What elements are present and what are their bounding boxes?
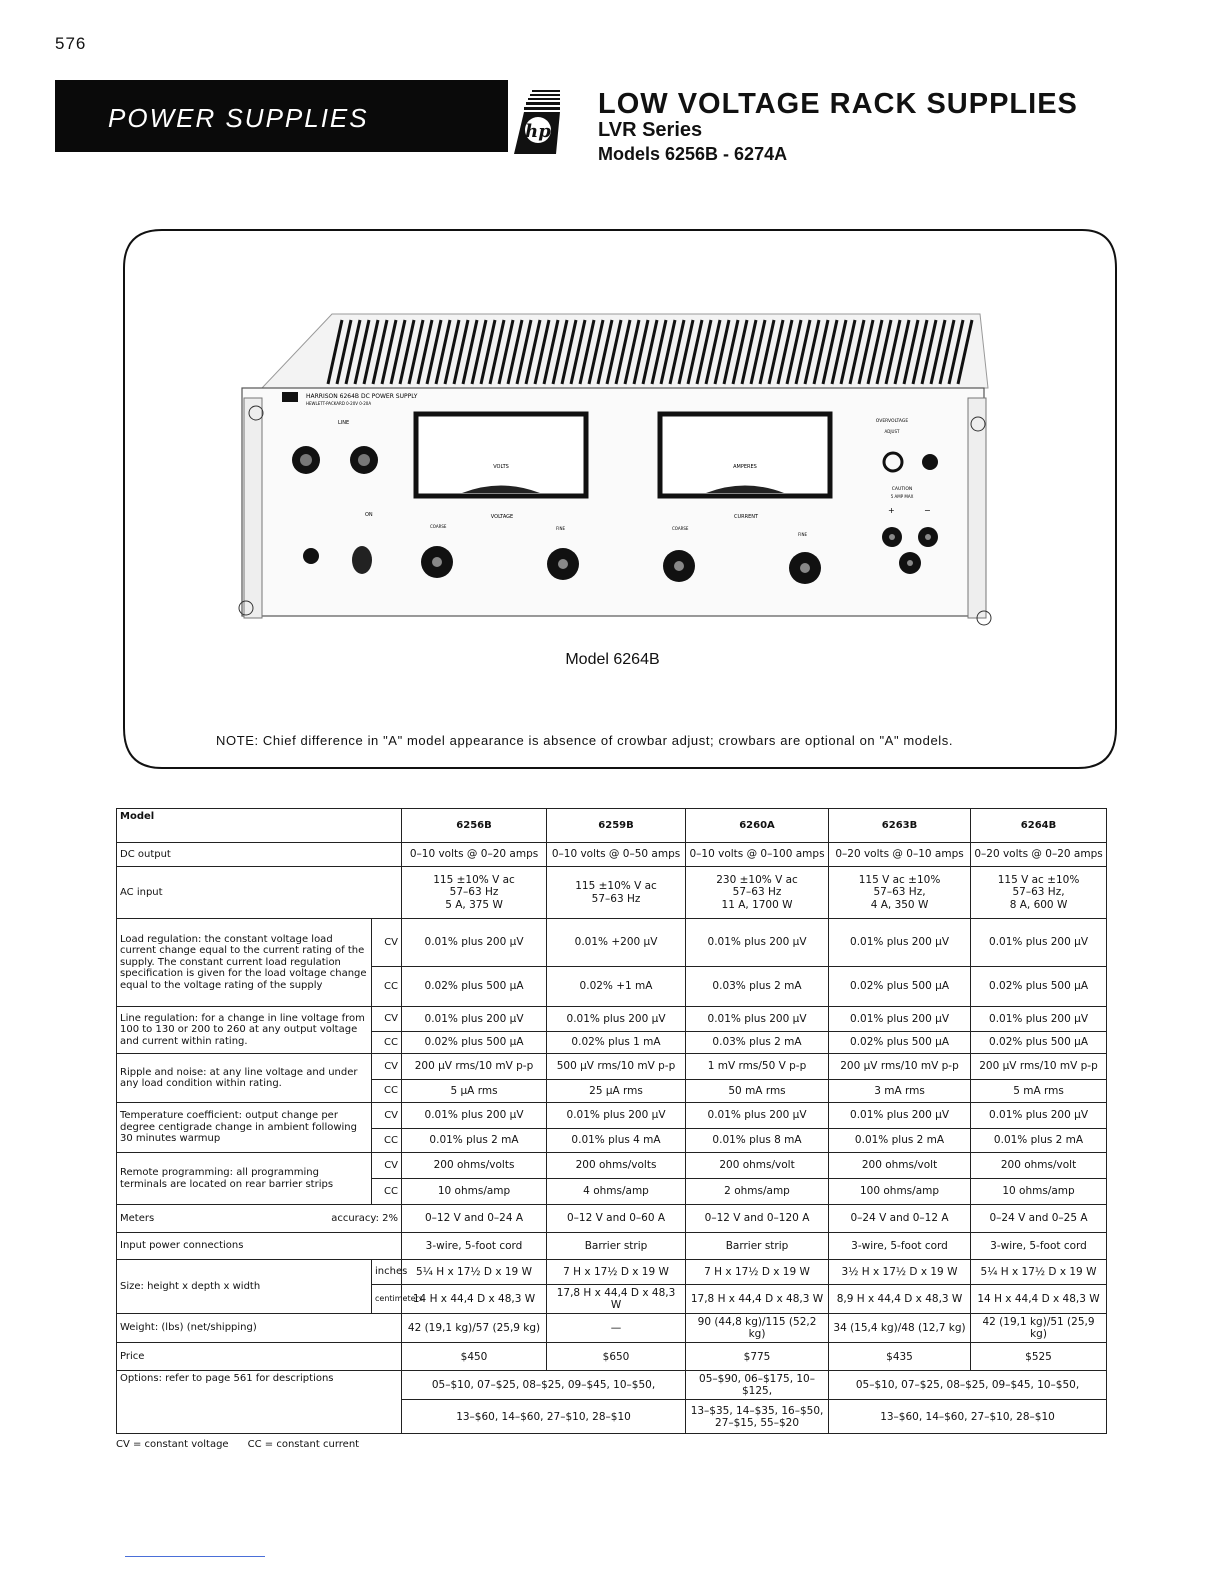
svg-text:CAUTION: CAUTION [891,487,913,492]
pilot-lamp-icon [303,548,319,564]
model-cell: 6263B [829,809,971,843]
svg-text:FINE: FINE [556,526,565,531]
table-row: Price $450 $650 $775 $435 $525 [117,1343,1107,1371]
output-terminal-icon [918,527,938,547]
footnote: CV = constant voltage CC = constant current [116,1439,360,1450]
voltmeter [416,414,586,496]
svg-text:OVERVOLTAGE: OVERVOLTAGE [875,419,909,424]
current-coarse-knob-icon [663,550,695,582]
svg-text:+: + [888,506,895,515]
table-row: AC input 115 ±10% V ac 57–63 Hz 5 A, 375 W 115 ±10% V ac 57–63 Hz 230 ±10% V ac 57–63 Hz 11 A, 1700 W 115 V ac ±10% 57–63 Hz, 4 A, 350 W 115 V ac ±10% 57–63 Hz, 8 A, 600 W [117,867,1107,919]
table-header-row [117,809,1107,843]
table-row: Input power connections 3-wire, 5-foot cord Barrier strip Barrier strip 3-wire, 5-foot cord 3-wire, 5-foot cord [117,1233,1107,1260]
table-row: 13–$60, 14–$60, 27–$10, 28–$10 13–$35, 14–$35, 16–$50, 27–$15, 55–$20 13–$60, 14–$60, 27–$10, 28–$10 [117,1400,1107,1434]
panel-logo-icon [282,392,298,402]
model-cell: 6264B [971,809,1107,843]
page-number: 576 [55,34,87,53]
meters-label: Meters accuracy: 2% [117,1205,402,1233]
model-cell: 6256B [402,809,547,843]
table-row: CC 0.01% plus 2 mA 0.01% plus 4 mA 0.01% plus 8 mA 0.01% plus 2 mA 0.01% plus 2 mA [117,1129,1107,1153]
model-range: Models 6256B - 6274A [598,144,788,164]
table-row: Weight: (lbs) (net/shipping) 42 (19,1 kg)/57 (25,9 kg) — 90 (44,8 kg)/115 (52,2 kg) 34 (15,4 kg)/48 (12,7 kg) 42 (19,1 kg)/51 (25,9 kg) [117,1314,1107,1343]
page-title: LOW VOLTAGE RACK SUPPLIES [598,88,1078,120]
table-row: Size: height x depth x width inches 5¼ H x 17½ D x 19 W 7 H x 17½ D x 19 W 7 H x 17½ D x 19 W 3½ H x 17½ D x 19 W 5¼ H x 17½ D x 19 W [117,1260,1107,1285]
section-banner-title: POWER SUPPLIES [108,103,369,133]
model-cell: 6260A [686,809,829,843]
table-row: CC 5 μA rms 25 μA rms 50 mA rms 3 mA rms 5 mA rms [117,1080,1107,1103]
model-header: Model [117,809,402,843]
table-row: centimeters 14 H x 44,4 D x 48,3 W 17,8 H x 44,4 D x 48,3 W 17,8 H x 44,4 D x 48,3 W 8,9 H x 44,4 D x 48,3 W 14 H x 44,4 D x 48,3 W [117,1285,1107,1314]
voltage-coarse-knob-icon [421,546,453,578]
rack-handle-left [244,398,262,618]
specifications-table [116,808,1107,1434]
voltage-label: VOLTAGE [490,514,514,520]
photo-note: NOTE: Chief difference in "A" model appearance is absence of crowbar adjust; crowbars are optional on "A" models. [216,733,954,748]
svg-text:ADJUST: ADJUST [884,429,900,434]
panel-sublabel: HEWLETT-PACKARD 0-20V 0-20A [306,401,372,406]
table-row: Temperature coefficient: output change per degree centigrade change in ambient following 30 minutes warmup CV 0.01% plus 200 μV 0.01% plus 200 μV 0.01% plus 200 μV 0.01% plus 200 μV 0.01% plus 200 μV [117,1103,1107,1129]
svg-text:COARSE: COARSE [672,526,689,531]
voltage-fine-knob-icon [547,548,579,580]
table-row: Line regulation: for a change in line voltage from 100 to 130 or 200 to 260 at any output voltage and current within rating. CV 0.01% plus 200 μV 0.01% plus 200 μV 0.01% plus 200 μV 0.01% plus 200 μV 0.01% plus 200 μV [117,1007,1107,1032]
crowbar-lamp-icon [922,454,938,470]
heat-sink-fins [262,314,988,388]
table-row: CC 0.02% plus 500 μA 0.02% plus 1 mA 0.03% plus 2 mA 0.02% plus 500 μA 0.02% plus 500 μA [117,1032,1107,1054]
on-label: ON [365,512,373,518]
current-fine-knob-icon [789,552,821,584]
panel-label: HARRISON 6264B DC POWER SUPPLY [306,393,418,400]
table-row: Remote programming: all programming terminals are located on rear barrier strips CV 200 ohms/volts 200 ohms/volts 200 ohms/volt 200 ohms/volt 200 ohms/volt [117,1153,1107,1179]
model-cell: 6259B [547,809,686,843]
series-name: LVR Series [598,119,703,141]
table-row: Load regulation: the constant voltage load current change equal to the current rating of the supply. The constant current load regulation specification is given for the load voltage change equal to the voltage rating of the supply CV 0.01% plus 200 μV 0.01% +200 μV 0.01% plus 200 μV 0.01% plus 200 μV 0.01% plus 200 μV [117,919,1107,967]
table-row: Options: refer to page 561 for descriptions 05–$10, 07–$25, 08–$25, 09–$45, 10–$50, 05–$90, 06–$175, 10–$125, 05–$10, 07–$25, 08–$25, 09–$45, 10–$50, [117,1371,1107,1400]
product-photo-frame [122,228,1118,770]
table-row: Meters accuracy: 2% 0–12 V and 0–24 A 0–12 V and 0–60 A 0–12 V and 0–120 A 0–24 V and 0–12 A 0–24 V and 0–25 A [117,1205,1107,1233]
footer-rule [125,1556,265,1557]
table-row: DC output 0–10 volts @ 0–20 amps 0–10 volts @ 0–50 amps 0–10 volts @ 0–100 amps 0–20 volts @ 0–10 amps 0–20 volts @ 0–20 amps [117,843,1107,867]
toggle-switch-icon [352,546,372,574]
svg-text:5 AMP MAX: 5 AMP MAX [890,494,914,499]
ammeter [660,414,830,496]
output-terminal-icon [882,527,902,547]
svg-text:−: − [924,506,931,515]
current-label: CURRENT [733,514,759,520]
hp-logo-icon [512,88,564,156]
table-row: Ripple and noise: at any line voltage and under any load condition within rating. CV 200 μV rms/10 mV p-p 500 μV rms/10 mV p-p 1 mV rms/50 V p-p 200 μV rms/10 mV p-p 200 μV rms/10 mV p-p [117,1054,1107,1080]
table-row: CC 10 ohms/amp 4 ohms/amp 2 ohms/amp 100 ohms/amp 10 ohms/amp [117,1179,1107,1205]
hp-logo-text: hp [525,121,551,142]
front-panel [242,388,984,616]
table-row: CC 0.02% plus 500 μA 0.02% +1 mA 0.03% plus 2 mA 0.02% plus 500 μA 0.02% plus 500 μA [117,967,1107,1007]
svg-text:FINE: FINE [798,532,807,537]
photo-caption: Model 6264B [565,651,660,668]
ground-terminal-icon [899,552,921,574]
voltmeter-label: VOLTS [493,464,509,470]
line-label: LINE [338,420,350,426]
svg-text:COARSE: COARSE [430,524,447,529]
ammeter-label: AMPERES [733,464,757,470]
